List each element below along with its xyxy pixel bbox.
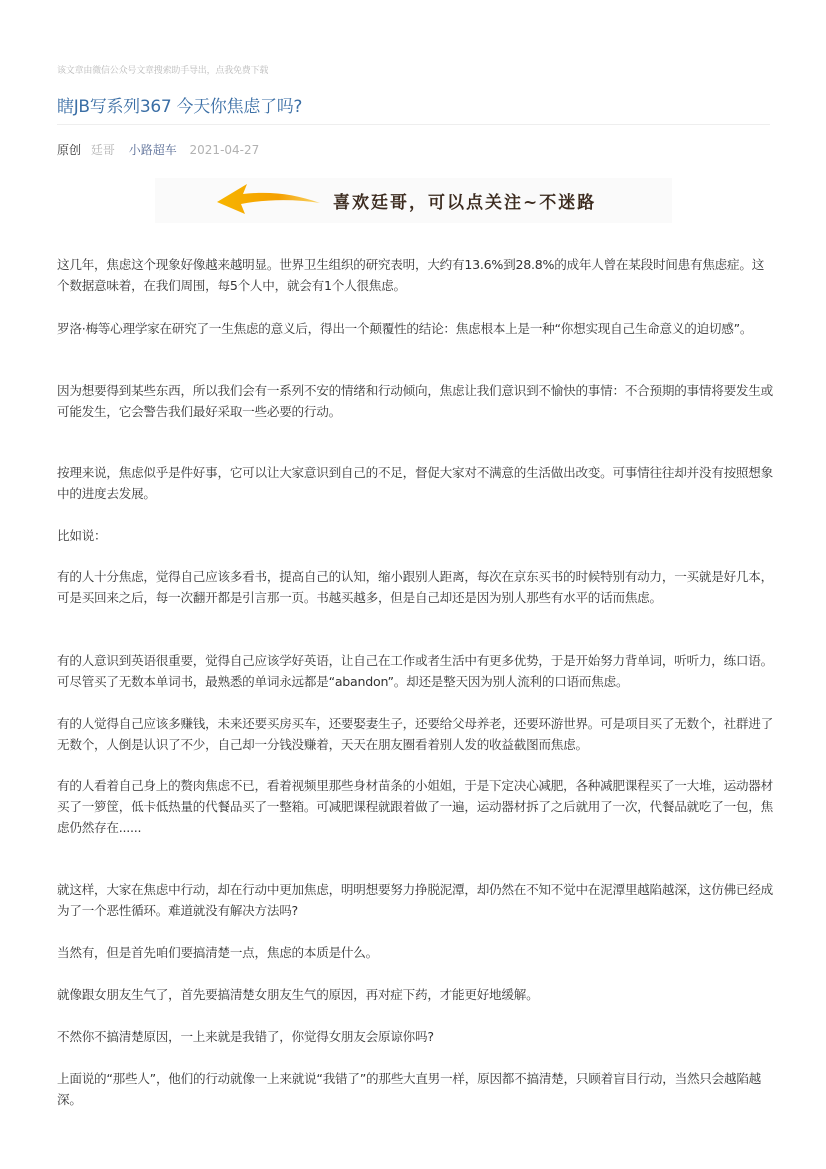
account-link[interactable]: 小路超车 bbox=[128, 143, 177, 157]
article-meta bbox=[57, 141, 259, 158]
paragraph: 就这样，大家在焦虑中行动，却在行动中更加焦虑，明明想要努力挣脱泥潭，却仍然在不知不觉中在泥潭里越陷越深，这仿佛已经成为了一个恶性循环。难道就没有解决方法吗? bbox=[57, 882, 773, 918]
paragraph: 因为想要得到某些东西，所以我们会有一系列不安的情绪和行动倾向，焦虑让我们意识到不愉快的事情：不合预期的事情将要发生或可能发生，它会警告我们最好采取一些必要的行动。 bbox=[57, 383, 773, 419]
paragraph: 当然有，但是首先咱们要搞清楚一点，焦虑的本质是什么。 bbox=[57, 945, 378, 960]
follow-banner bbox=[155, 178, 672, 223]
export-note-link[interactable]: 该文章由微信公众号文章搜索助手导出，点我免费下载 bbox=[57, 66, 269, 76]
title-divider bbox=[57, 124, 770, 125]
banner-text: 喜欢廷哥，可以点关注~不迷路 bbox=[333, 193, 597, 213]
article-title: 瞎JB写系列367 今天你焦虑了吗? bbox=[57, 97, 303, 117]
publish-date: 2021-04-27 bbox=[189, 143, 260, 157]
original-label: 原创 bbox=[57, 143, 82, 157]
paragraph: 就像跟女朋友生气了，首先要搞清楚女朋友生气的原因，再对症下药，才能更好地缓解。 bbox=[57, 987, 539, 1002]
paragraph: 罗洛·梅等心理学家在研究了一生焦虑的意义后，得出一个颠覆性的结论：焦虑根本上是一种“你想实现自己生命意义的迫切感”。 bbox=[57, 321, 753, 336]
paragraph: 有的人十分焦虑，觉得自己应该多看书，提高自己的认知，缩小跟别人距离，每次在京东买书的时候特别有动力，一买就是好几本，可是买回来之后，每一次翻开都是引言那一页。书越买越多，但是自己却还是因为别人那些有水平的话而焦虑。 bbox=[57, 569, 773, 605]
paragraph: 有的人看着自己身上的赘肉焦虑不已，看着视频里那些身材苗条的小姐姐，于是下定决心减肥，各种减肥课程买了一大堆，运动器材买了一箩筐，低卡低热量的代餐品买了一整箱。可减肥课程就跟着做了一遍，运动器材拆了之后就用了一次，代餐品就吃了一包，焦虑仍然存在...... bbox=[57, 778, 773, 835]
paragraph: 比如说： bbox=[57, 528, 107, 543]
paragraph: 有的人觉得自己应该多赚钱，未来还要买房买车，还要娶妻生子，还要给父母养老，还要环游世界。可是项目买了无数个，社群进了无数个，人倒是认识了不少，自己却一分钱没赚着，天天在朋友圈看着别人发的收益截图而焦虑。 bbox=[57, 716, 773, 752]
paragraph: 这几年，焦虑这个现象好像越来越明显。世界卫生组织的研究表明，大约有13.6%到28.8%的成年人曾在某段时间患有焦虑症。这个数据意味着，在我们周围，每5个人中，就会有1个人很焦虑。 bbox=[57, 257, 765, 293]
paragraph: 不然你不搞清楚原因，一上来就是我错了，你觉得女朋友会原谅你吗? bbox=[57, 1029, 434, 1044]
paragraph: 上面说的“那些人”，他们的行动就像一上来就说“我错了”的那些大直男一样，原因都不搞清楚，只顾着盲目行动，当然只会越陷越深。 bbox=[57, 1071, 762, 1107]
paragraph: 有的人意识到英语很重要，觉得自己应该学好英语，让自己在工作或者生活中有更多优势，于是开始努力背单词，听听力，练口语。可尽管买了无数本单词书，最熟悉的单词永远都是“abandon”。却还是整天因为别人流利的口语而焦虑。 bbox=[57, 653, 773, 689]
author-name: 廷哥 bbox=[90, 143, 115, 157]
paragraph: 按理来说，焦虑似乎是件好事，它可以让大家意识到自己的不足，督促大家对不满意的生活做出改变。可事情往往却并没有按照想象中的进度去发展。 bbox=[57, 465, 773, 501]
